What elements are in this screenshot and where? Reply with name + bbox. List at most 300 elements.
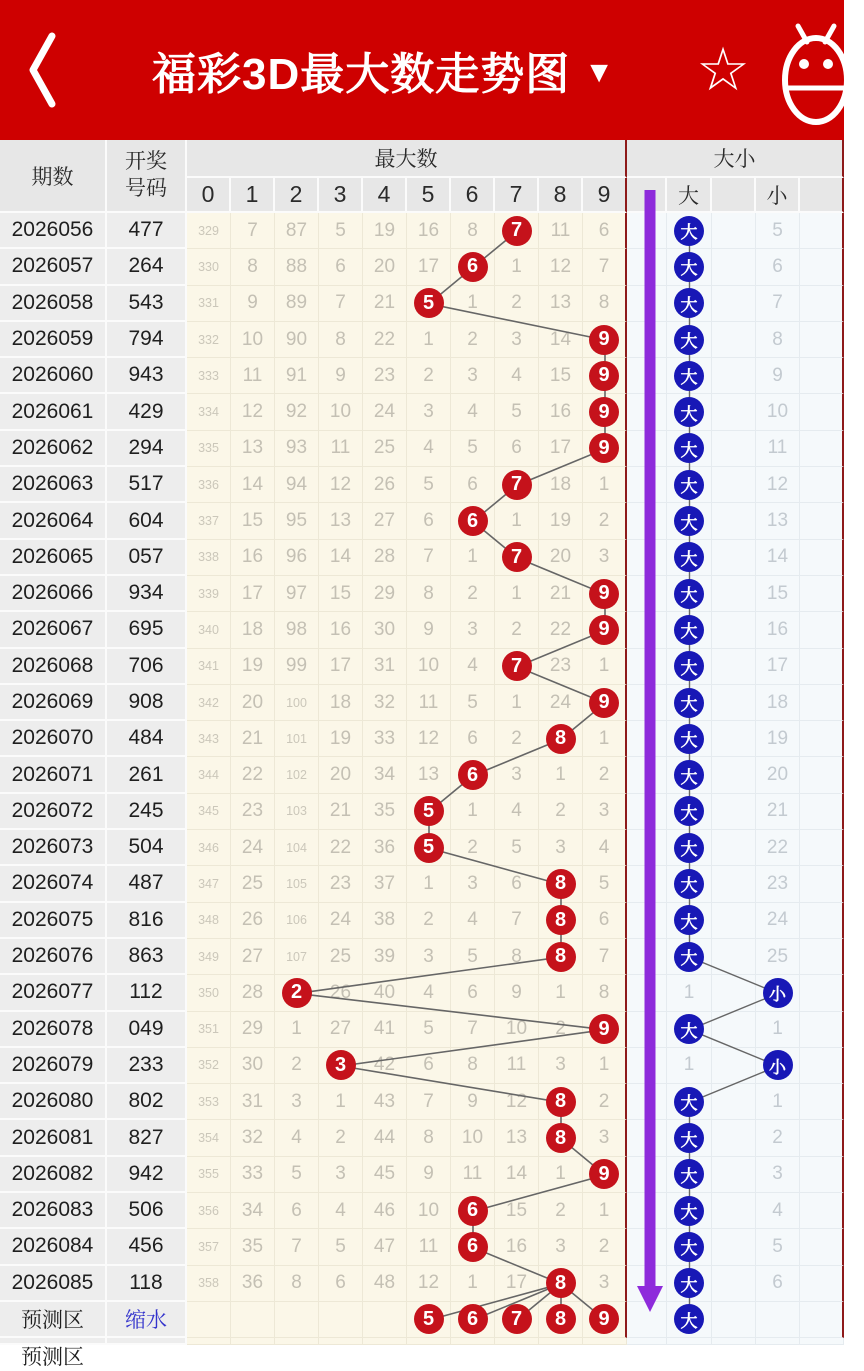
digit-cell-7: 1 (495, 503, 539, 539)
digit-cell-9 (583, 576, 627, 612)
big-cell (667, 1012, 712, 1048)
digit-cell-1: 22 (231, 757, 275, 793)
digit-cell-0: 356 (187, 1193, 231, 1229)
big-cell: 1 (667, 975, 712, 1011)
digit-cell-3: 20 (319, 757, 363, 793)
digit-cell-6: 4 (451, 394, 495, 430)
size-circle: 小 (763, 1050, 793, 1080)
prediction-digit-cell-4 (363, 1302, 407, 1338)
small-cell: 5 (756, 213, 800, 249)
draw-number-cell: 261 (107, 757, 187, 793)
header-draw-line: 号码 (125, 176, 167, 200)
digit-cell-2: 105 (275, 866, 319, 902)
small-cell: 10 (756, 394, 800, 430)
period-cell: 2026072 (0, 794, 107, 830)
digit-cell-0: 357 (187, 1229, 231, 1265)
digit-cell-3: 14 (319, 540, 363, 576)
digit-cell-4: 40 (363, 975, 407, 1011)
digit-cell-9: 2 (583, 1084, 627, 1120)
size-circle: 大 (674, 1196, 704, 1226)
table-row (0, 1084, 844, 1120)
draw-number-cell: 506 (107, 1193, 187, 1229)
digit-cell-9: 6 (583, 213, 627, 249)
small-cell: 15 (756, 576, 800, 612)
digit-cell-4: 31 (363, 649, 407, 685)
digit-cell-8: 1 (539, 1157, 583, 1193)
partial-cell (495, 1338, 539, 1345)
size-spacer-cell (712, 1012, 756, 1048)
size-spacer-cell (627, 1048, 667, 1084)
prediction-digit-cell-9 (583, 1302, 627, 1338)
size-spacer-cell (712, 794, 756, 830)
table-row (0, 1193, 844, 1229)
size-spacer-cell (712, 830, 756, 866)
digit-cell-5 (407, 286, 451, 322)
digit-cell-1: 18 (231, 612, 275, 648)
small-cell: 20 (756, 757, 800, 793)
digit-cell-2: 94 (275, 467, 319, 503)
size-spacer-cell (627, 576, 667, 612)
size-circle: 大 (674, 1268, 704, 1298)
period-cell: 2026066 (0, 576, 107, 612)
digit-cell-5: 9 (407, 1157, 451, 1193)
size-spacer-cell (712, 1266, 756, 1302)
partial-cell (275, 1338, 319, 1345)
digit-cell-0: 341 (187, 649, 231, 685)
partial-cell (451, 1338, 495, 1345)
size-spacer-cell (712, 431, 756, 467)
digit-cell-4: 22 (363, 322, 407, 358)
hit-circle: 8 (546, 942, 576, 972)
size-circle: 大 (674, 579, 704, 609)
digit-cell-1: 27 (231, 939, 275, 975)
digit-cell-4: 33 (363, 721, 407, 757)
draw-number-cell: 816 (107, 903, 187, 939)
hit-circle: 7 (502, 470, 532, 500)
size-spacer-cell (800, 467, 844, 503)
digit-cell-7: 1 (495, 576, 539, 612)
digit-cell-9: 2 (583, 1229, 627, 1265)
size-spacer-cell (627, 540, 667, 576)
small-cell: 13 (756, 503, 800, 539)
digit-cell-0: 354 (187, 1120, 231, 1156)
digit-cell-2: 104 (275, 830, 319, 866)
size-spacer-cell (800, 1157, 844, 1193)
digit-cell-3: 19 (319, 721, 363, 757)
digit-cell-1: 34 (231, 1193, 275, 1229)
digit-cell-2: 107 (275, 939, 319, 975)
digit-cell-8: 20 (539, 540, 583, 576)
header-digit-5: 5 (407, 178, 451, 213)
digit-cell-6 (451, 503, 495, 539)
digit-cell-9: 7 (583, 249, 627, 285)
size-spacer-cell (800, 540, 844, 576)
digit-cell-8: 24 (539, 685, 583, 721)
size-circle: 大 (674, 361, 704, 391)
draw-number-cell: 504 (107, 830, 187, 866)
table-row (0, 431, 844, 467)
size-spacer-cell (627, 721, 667, 757)
partial-cell (712, 1338, 756, 1345)
digit-cell-2: 3 (275, 1084, 319, 1120)
period-cell: 2026074 (0, 866, 107, 902)
partial-cell (667, 1338, 712, 1345)
small-cell: 12 (756, 467, 800, 503)
digit-cell-8: 2 (539, 1012, 583, 1048)
size-spacer-cell (627, 249, 667, 285)
hit-circle: 7 (502, 1304, 532, 1334)
big-cell: 1 (667, 1048, 712, 1084)
period-cell: 2026061 (0, 394, 107, 430)
draw-number-cell: 484 (107, 721, 187, 757)
hit-circle: 8 (546, 869, 576, 899)
size-spacer-cell (800, 939, 844, 975)
digit-cell-4: 29 (363, 576, 407, 612)
size-spacer-cell (800, 322, 844, 358)
period-cell: 2026056 (0, 213, 107, 249)
big-cell (667, 830, 712, 866)
digit-cell-5: 11 (407, 685, 451, 721)
digit-cell-0: 333 (187, 358, 231, 394)
size-spacer-cell (800, 358, 844, 394)
big-cell (667, 213, 712, 249)
size-spacer-cell (712, 358, 756, 394)
hit-circle: 6 (458, 506, 488, 536)
digit-cell-2: 91 (275, 358, 319, 394)
header-digit-0: 0 (187, 178, 231, 213)
digit-cell-2: 92 (275, 394, 319, 430)
table-row (0, 975, 844, 1011)
table-row (0, 939, 844, 975)
big-cell (667, 794, 712, 830)
small-cell (756, 1048, 800, 1084)
header-size-spacer (800, 178, 844, 213)
digit-cell-3: 23 (319, 866, 363, 902)
digit-cell-8: 3 (539, 1229, 583, 1265)
size-spacer-cell (627, 1193, 667, 1229)
digit-cell-1: 23 (231, 794, 275, 830)
big-cell (667, 866, 712, 902)
table-row (0, 794, 844, 830)
digit-cell-0: 345 (187, 794, 231, 830)
digit-cell-5: 17 (407, 249, 451, 285)
period-cell: 2026075 (0, 903, 107, 939)
digit-cell-7: 12 (495, 1084, 539, 1120)
digit-cell-7: 1 (495, 249, 539, 285)
draw-number-cell: 245 (107, 794, 187, 830)
favorite-button[interactable] (680, 0, 766, 140)
big-cell (667, 1084, 712, 1120)
small-cell: 8 (756, 322, 800, 358)
size-spacer-cell (712, 1229, 756, 1265)
digit-cell-8 (539, 1266, 583, 1302)
digit-cell-4: 44 (363, 1120, 407, 1156)
digit-cell-5: 2 (407, 358, 451, 394)
header-size-spacer (712, 178, 756, 213)
size-spacer-cell (712, 213, 756, 249)
small-cell: 4 (756, 1193, 800, 1229)
draw-number-cell: 802 (107, 1084, 187, 1120)
digit-cell-8: 3 (539, 1048, 583, 1084)
size-spacer-cell (627, 503, 667, 539)
digit-cell-5: 1 (407, 322, 451, 358)
size-circle: 大 (674, 1014, 704, 1044)
table-row (0, 1048, 844, 1084)
period-cell: 2026058 (0, 286, 107, 322)
digit-cell-9 (583, 685, 627, 721)
size-spacer-cell (627, 975, 667, 1011)
table-row (0, 286, 844, 322)
hit-circle: 2 (282, 978, 312, 1008)
back-button[interactable] (0, 0, 86, 140)
table-row (0, 649, 844, 685)
digit-cell-6: 7 (451, 1012, 495, 1048)
digit-cell-0: 331 (187, 286, 231, 322)
digit-cell-4: 45 (363, 1157, 407, 1193)
digit-cell-0: 330 (187, 249, 231, 285)
size-spacer-cell (712, 576, 756, 612)
table-header (0, 140, 844, 213)
digit-cell-7: 10 (495, 1012, 539, 1048)
digit-cell-9: 1 (583, 467, 627, 503)
digit-cell-8: 11 (539, 213, 583, 249)
digit-cell-9: 5 (583, 866, 627, 902)
digit-cell-8: 15 (539, 358, 583, 394)
digit-cell-5: 5 (407, 1012, 451, 1048)
digit-cell-0: 351 (187, 1012, 231, 1048)
digit-cell-8: 23 (539, 649, 583, 685)
digit-cell-0: 350 (187, 975, 231, 1011)
digit-cell-9: 4 (583, 830, 627, 866)
digit-cell-5: 8 (407, 1120, 451, 1156)
digit-cell-1: 28 (231, 975, 275, 1011)
size-circle: 大 (674, 833, 704, 863)
size-spacer-cell (800, 576, 844, 612)
digit-cell-4: 26 (363, 467, 407, 503)
size-spacer-cell (800, 213, 844, 249)
small-cell: 23 (756, 866, 800, 902)
digit-cell-7 (495, 649, 539, 685)
size-spacer-cell (627, 431, 667, 467)
hit-circle: 5 (414, 833, 444, 863)
table-row (0, 721, 844, 757)
size-circle: 大 (674, 869, 704, 899)
digit-cell-3: 12 (319, 467, 363, 503)
header-period: 期数 (0, 140, 107, 213)
digit-cell-9: 6 (583, 903, 627, 939)
size-spacer-cell (712, 866, 756, 902)
size-spacer-cell (627, 467, 667, 503)
digit-cell-8: 13 (539, 286, 583, 322)
size-circle: 大 (674, 433, 704, 463)
prediction-digit-cell-2 (275, 1302, 319, 1338)
app-robot-button[interactable] (766, 0, 844, 140)
digit-cell-0: 348 (187, 903, 231, 939)
size-spacer-cell (712, 503, 756, 539)
digit-cell-1: 17 (231, 576, 275, 612)
big-cell (667, 286, 712, 322)
digit-cell-6: 1 (451, 540, 495, 576)
digit-cell-6 (451, 1193, 495, 1229)
size-spacer-cell (800, 794, 844, 830)
big-cell (667, 503, 712, 539)
digit-cell-7: 16 (495, 1229, 539, 1265)
hit-circle: 8 (546, 1123, 576, 1153)
digit-cell-0: 344 (187, 757, 231, 793)
hit-circle: 8 (546, 1304, 576, 1334)
digit-cell-6: 5 (451, 431, 495, 467)
draw-number-cell: 487 (107, 866, 187, 902)
size-spacer-cell (800, 1084, 844, 1120)
hit-circle: 9 (589, 615, 619, 645)
digit-cell-2: 87 (275, 213, 319, 249)
digit-cell-1: 36 (231, 1266, 275, 1302)
digit-cell-5: 8 (407, 576, 451, 612)
size-spacer-cell (800, 1302, 844, 1338)
digit-cell-7: 4 (495, 794, 539, 830)
trend-table (0, 140, 844, 1369)
digit-cell-9: 3 (583, 794, 627, 830)
digit-cell-5: 3 (407, 939, 451, 975)
partial-cell (107, 1338, 187, 1345)
digit-cell-3: 5 (319, 213, 363, 249)
digit-cell-7: 8 (495, 939, 539, 975)
table-row (0, 1229, 844, 1265)
size-spacer-cell (712, 649, 756, 685)
period-cell: 2026065 (0, 540, 107, 576)
small-cell: 5 (756, 1229, 800, 1265)
size-spacer-cell (712, 1120, 756, 1156)
period-cell: 2026064 (0, 503, 107, 539)
digit-cell-5: 12 (407, 1266, 451, 1302)
digit-cell-9: 3 (583, 540, 627, 576)
table-row (0, 757, 844, 793)
size-spacer-cell (800, 503, 844, 539)
size-spacer-cell (800, 1229, 844, 1265)
digit-cell-8: 17 (539, 431, 583, 467)
header-digit-2: 2 (275, 178, 319, 213)
small-cell: 25 (756, 939, 800, 975)
partial-cell (800, 1338, 844, 1345)
digit-cell-2: 96 (275, 540, 319, 576)
digit-cell-5: 5 (407, 467, 451, 503)
digit-cell-5 (407, 794, 451, 830)
digit-cell-9: 8 (583, 286, 627, 322)
digit-cell-7: 4 (495, 358, 539, 394)
hit-circle: 7 (502, 651, 532, 681)
digit-cell-2: 2 (275, 1048, 319, 1084)
digit-cell-0: 352 (187, 1048, 231, 1084)
partial-cell (187, 1338, 231, 1345)
digit-cell-2: 106 (275, 903, 319, 939)
digit-cell-6: 6 (451, 467, 495, 503)
size-spacer-cell (627, 903, 667, 939)
table-row (0, 322, 844, 358)
table-row (0, 1012, 844, 1048)
digit-cell-3 (319, 1048, 363, 1084)
size-spacer-cell (800, 612, 844, 648)
big-cell (667, 757, 712, 793)
size-spacer-cell (627, 1266, 667, 1302)
digit-cell-3: 6 (319, 1266, 363, 1302)
digit-cell-7: 13 (495, 1120, 539, 1156)
digit-cell-9: 1 (583, 721, 627, 757)
digit-cell-8: 3 (539, 830, 583, 866)
draw-number-cell: 934 (107, 576, 187, 612)
digit-cell-9 (583, 1157, 627, 1193)
hit-circle: 8 (546, 724, 576, 754)
size-spacer-cell (800, 249, 844, 285)
big-cell (667, 431, 712, 467)
draw-number-cell: 517 (107, 467, 187, 503)
size-circle: 大 (674, 288, 704, 318)
digit-cell-2: 88 (275, 249, 319, 285)
hit-circle: 7 (502, 216, 532, 246)
digit-cell-6: 3 (451, 866, 495, 902)
digit-cell-2: 100 (275, 685, 319, 721)
size-spacer-cell (712, 685, 756, 721)
digit-cell-6: 1 (451, 286, 495, 322)
period-cell: 2026079 (0, 1048, 107, 1084)
table-row (0, 612, 844, 648)
hit-circle: 5 (414, 1304, 444, 1334)
digit-cell-2: 98 (275, 612, 319, 648)
prediction-digit-cell-0 (187, 1302, 231, 1338)
digit-cell-4: 32 (363, 685, 407, 721)
hit-circle: 8 (546, 905, 576, 935)
period-cell: 2026082 (0, 1157, 107, 1193)
table-row (0, 467, 844, 503)
digit-cell-1: 12 (231, 394, 275, 430)
big-cell (667, 540, 712, 576)
hit-circle: 9 (589, 1159, 619, 1189)
size-spacer-cell (712, 540, 756, 576)
digit-cell-6: 8 (451, 213, 495, 249)
digit-cell-0: 340 (187, 612, 231, 648)
shrink-link[interactable]: 缩水 (107, 1302, 187, 1338)
size-spacer-cell (627, 1157, 667, 1193)
hit-circle: 9 (589, 325, 619, 355)
small-cell: 1 (756, 1012, 800, 1048)
period-cell: 2026078 (0, 1012, 107, 1048)
digit-cell-5 (407, 830, 451, 866)
digit-cell-9: 1 (583, 1193, 627, 1229)
digit-cell-6: 11 (451, 1157, 495, 1193)
digit-cell-7: 5 (495, 830, 539, 866)
digit-cell-8: 19 (539, 503, 583, 539)
digit-cell-6: 5 (451, 685, 495, 721)
digit-cell-2: 7 (275, 1229, 319, 1265)
size-circle: 大 (674, 470, 704, 500)
title-dropdown[interactable] (86, 38, 680, 102)
digit-cell-7 (495, 467, 539, 503)
digit-cell-9 (583, 322, 627, 358)
digit-cell-4: 23 (363, 358, 407, 394)
digit-cell-3: 8 (319, 322, 363, 358)
digit-cell-0: 335 (187, 431, 231, 467)
digit-cell-6 (451, 1229, 495, 1265)
header-digit-9: 9 (583, 178, 627, 213)
partial-cell (539, 1338, 583, 1345)
digit-cell-1: 25 (231, 866, 275, 902)
draw-number-cell: 118 (107, 1266, 187, 1302)
digit-cell-1: 14 (231, 467, 275, 503)
draw-number-cell: 233 (107, 1048, 187, 1084)
digit-cell-8: 14 (539, 322, 583, 358)
size-spacer-cell (800, 394, 844, 430)
size-spacer-cell (712, 249, 756, 285)
digit-cell-0: 332 (187, 322, 231, 358)
